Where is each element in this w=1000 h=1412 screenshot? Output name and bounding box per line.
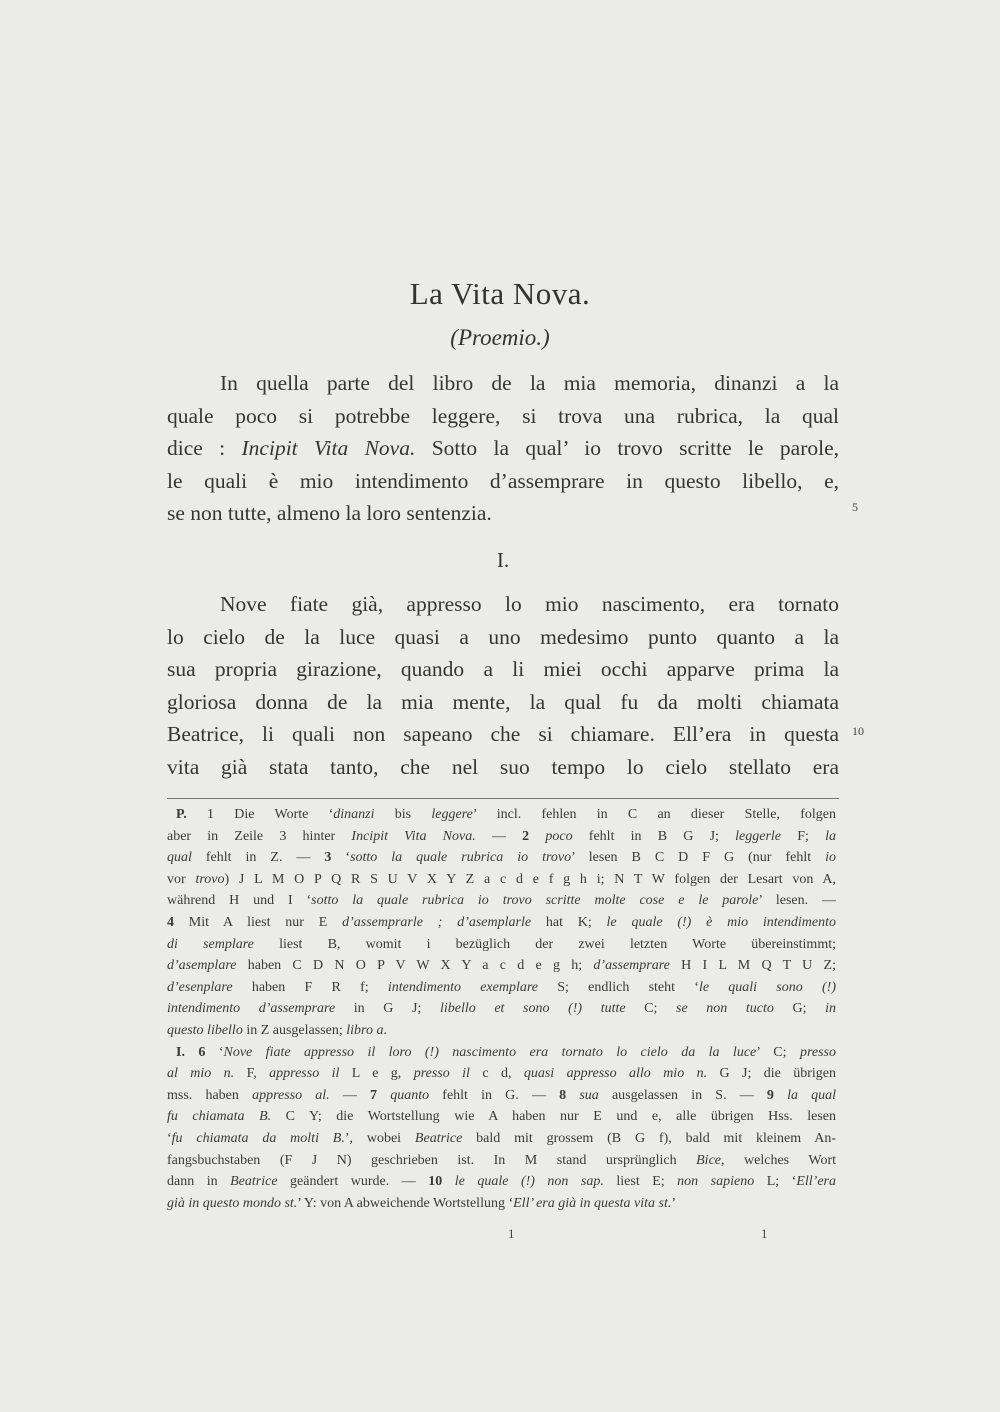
italic-text: la	[825, 828, 837, 844]
italic-text: d’asemplare	[167, 958, 237, 974]
text-segment: dann in	[167, 1174, 231, 1190]
italic-text: sua	[579, 1087, 599, 1103]
italic-text: libro	[346, 1023, 373, 1038]
text-segment: , welches Wort	[721, 1152, 837, 1168]
text-segment: c d,	[469, 1066, 524, 1082]
text-segment: ’ C;	[756, 1044, 800, 1060]
italic-text: al mio n.	[167, 1066, 235, 1082]
italic-text: intendimento d’assemprare	[167, 1001, 336, 1017]
text-segment: ‘	[205, 1044, 224, 1060]
text-segment: quale poco si potrebbe leggere, si trova una rubrica, la qual	[167, 403, 839, 428]
text-segment: In quella parte del libro de la mia memoria, dinanzi a la	[220, 371, 839, 395]
footnote-line	[167, 1063, 836, 1085]
footnote-line	[167, 912, 836, 934]
italic-text: a	[376, 1023, 384, 1038]
italic-text: quasi appresso allo mio n.	[523, 1066, 708, 1082]
text-segment: ’	[671, 1195, 677, 1211]
footnote-line	[167, 934, 836, 956]
bold-text: 7	[370, 1087, 378, 1103]
text-segment: F;	[781, 828, 826, 844]
text-segment: G;	[773, 1001, 826, 1017]
italic-text: Incipit Vita Nova.	[241, 436, 416, 460]
text-segment: H I L M Q T U Z;	[669, 958, 836, 974]
text-segment: ) J L M O P Q R S U V X Y Z a c d e f g h i; N T W folgen der Lesart von A,	[224, 871, 836, 887]
margin-line-number: 5	[852, 500, 858, 514]
text-segment: geändert wurde. —	[277, 1174, 429, 1190]
italic-text: Bice	[696, 1152, 721, 1168]
page-subtitle: (Proemio.)	[450, 325, 550, 350]
text-line	[167, 686, 839, 718]
footnote-line	[167, 977, 836, 999]
italic-text: presso	[799, 1044, 836, 1060]
text-line	[167, 465, 839, 497]
text-segment	[377, 1088, 390, 1103]
text-segment: dice :	[167, 436, 242, 460]
text-segment: liest B, womit i bezüglich der zwei letzten Worte übereinstimmt;	[253, 936, 836, 952]
text-segment: liest E;	[603, 1174, 678, 1190]
italic-text: d’esenplare	[167, 979, 233, 995]
text-segment: in G J;	[335, 1001, 440, 1017]
footnote-line	[176, 804, 836, 826]
text-segment: F,	[234, 1066, 270, 1082]
text-segment: vor	[167, 871, 196, 887]
text-line	[167, 751, 839, 783]
bold-text: 10	[428, 1174, 443, 1190]
text-segment: ’ lesen. —	[758, 893, 836, 909]
text-line	[167, 400, 839, 432]
page-title: La Vita Nova.	[409, 276, 591, 311]
footnote-line	[167, 1193, 836, 1215]
italic-text: sotto la quale rubrica io trovo	[350, 850, 572, 866]
text-segment: ‘	[167, 1131, 172, 1146]
text-segment: Sotto la qual’ io trovo scritte le parole,	[415, 436, 839, 460]
text-segment: ’ incl. fehlen in C an dieser Stelle, folgen	[472, 807, 836, 822]
italic-text: non sapieno	[677, 1174, 755, 1190]
text-segment: bis	[374, 807, 432, 822]
text-segment: .	[383, 1023, 387, 1038]
text-segment: haben C D N O P V W X Y a c d e g h;	[236, 958, 594, 974]
text-segment: haben F R f;	[232, 979, 388, 995]
footnote-line	[167, 1106, 836, 1128]
text-line	[167, 497, 839, 529]
text-segment: lo cielo de la luce quasi a uno medesimo punto quanto a la	[167, 624, 839, 649]
italic-text: leggerle	[735, 828, 782, 844]
footnote-line	[167, 1085, 836, 1107]
text-segment: S; endlich steht ‘	[538, 979, 699, 995]
text-segment	[442, 1174, 455, 1189]
text-segment: C;	[625, 1001, 677, 1017]
text-segment: ’, wobei	[344, 1131, 415, 1146]
italic-text: in	[825, 1001, 837, 1017]
text-line	[167, 718, 839, 750]
bold-text: I.	[176, 1044, 185, 1060]
text-segment: fehlt in B G J;	[572, 828, 736, 844]
italic-text: Nove fiate appresso il loro (!) nascimento era tornato lo cielo da la luce	[223, 1044, 757, 1060]
text-segment: G J; die übrigen	[707, 1066, 836, 1082]
text-segment: fehlt in Z. —	[191, 850, 325, 866]
bold-text: 3	[324, 850, 332, 866]
text-segment	[185, 1045, 198, 1060]
italic-text: fu chiamata B.	[167, 1109, 272, 1125]
text-segment: Beatrice, li quali non sapeano che si chiamare. Ell’era in questa	[167, 722, 839, 746]
italic-text: dinanzi	[333, 807, 375, 822]
italic-text: la qual	[787, 1087, 837, 1103]
text-line	[220, 588, 839, 620]
italic-text: le quale (!) è mio intendimento	[606, 915, 836, 930]
bold-text: 8	[559, 1087, 567, 1103]
italic-text: Beatrice	[230, 1174, 278, 1190]
text-segment: le quali è mio intendimento d’assemprare in questo libello, e,	[167, 468, 839, 493]
text-segment: L; ‘	[754, 1174, 797, 1190]
italic-text: leggere	[431, 807, 473, 822]
italic-text: appresso il	[269, 1066, 340, 1082]
italic-text: Ell’ era già in questa vita st.	[513, 1195, 672, 1211]
footnote-line	[167, 1150, 836, 1172]
text-segment: während H und I ‘	[167, 893, 312, 909]
footnote-rule	[167, 798, 839, 799]
text-segment: ‘	[331, 850, 351, 866]
italic-text: io	[825, 850, 836, 866]
text-segment	[529, 829, 545, 844]
text-segment: L e g,	[339, 1066, 414, 1082]
italic-text: poco	[545, 828, 573, 844]
text-segment: fangsbuchstaben (F J N) geschrieben ist. In M stand ursprünglich	[167, 1152, 697, 1168]
footnote-line	[167, 826, 836, 848]
footnote-line	[167, 869, 836, 891]
footnote-line	[176, 1042, 836, 1064]
italic-text: qual	[167, 850, 192, 866]
bold-text: 6	[198, 1044, 206, 1060]
margin-line-number: 10	[852, 724, 864, 738]
text-segment: ausgelassen in S. —	[598, 1087, 767, 1103]
italic-text: se non tucto	[676, 1001, 774, 1017]
italic-text: appresso al.	[252, 1087, 330, 1103]
italic-text: fu chiamata da molti B.	[171, 1131, 345, 1146]
italic-text: Incipit Vita Nova.	[351, 828, 476, 844]
footnote-line	[167, 955, 836, 977]
italic-text: intendimento exemplare	[387, 979, 538, 995]
text-segment: in Z ausgelassen;	[242, 1023, 347, 1038]
text-segment: —	[329, 1087, 371, 1103]
italic-text: trovo	[195, 871, 225, 887]
footnote-line	[167, 1020, 836, 1042]
italic-text: già in questo mondo st.	[167, 1195, 298, 1211]
italic-text: questo libello	[167, 1023, 243, 1038]
italic-text: Ell’era	[796, 1174, 836, 1190]
footnote-line	[167, 890, 836, 912]
bold-text: P.	[176, 807, 187, 822]
text-segment: bald mit grossem (B G f), bald mit kleinem An-	[462, 1131, 836, 1146]
text-segment: mss. haben	[167, 1087, 253, 1103]
text-segment: gloriosa donna de la mia mente, la qual fu da molti chiamata	[167, 689, 839, 714]
italic-text: presso il	[413, 1066, 470, 1082]
bold-text: 2	[522, 828, 530, 844]
italic-text: le quale (!) non sap.	[454, 1174, 604, 1190]
italic-text: di semplare	[167, 936, 254, 952]
text-segment: 1 Die Worte ‘	[186, 807, 334, 822]
italic-text: le quali sono (!)	[698, 979, 836, 995]
section-number: I.	[496, 548, 510, 572]
text-segment	[566, 1088, 579, 1103]
footnote-line	[167, 1128, 836, 1150]
text-segment: sua propria girazione, quando a li miei occhi apparve prima la	[167, 657, 839, 681]
text-segment: ’ Y: von A abweichende Wortstellung ‘	[297, 1195, 514, 1211]
text-segment	[774, 1088, 787, 1103]
text-segment: fehlt in G. —	[429, 1087, 560, 1103]
text-line	[167, 621, 839, 653]
text-segment: Nove fiate già, appresso lo mio nascimento, era tornato	[220, 592, 839, 616]
italic-text: Beatrice	[414, 1131, 463, 1146]
bold-text: 9	[766, 1087, 774, 1103]
text-line	[220, 367, 839, 399]
italic-text: quanto	[390, 1087, 430, 1103]
footnote-line	[167, 847, 836, 869]
italic-text: d’assemprare	[593, 958, 670, 974]
italic-text: libello et sono (!) tutte	[439, 1001, 626, 1017]
footnote-line	[167, 998, 836, 1020]
text-segment: Mit A liest nur E	[174, 915, 343, 930]
bold-text: 4	[167, 915, 174, 930]
footnote-line	[167, 1171, 836, 1193]
italic-text: sotto la quale rubrica io trovo scritte molte cose e le parole	[311, 893, 759, 909]
text-segment: vita già stata tanto, che nel suo tempo lo cielo stellato era	[167, 754, 839, 779]
text-segment: se non tutte, almeno la loro sentenzia.	[167, 501, 492, 525]
text-segment: C Y; die Wortstellung wie A haben nur E und e, alle übrigen Hss. lesen	[271, 1109, 837, 1125]
folio-number: 1	[761, 1226, 768, 1241]
text-line	[167, 432, 839, 464]
text-segment: hat K;	[531, 915, 607, 930]
italic-text: d’assemprarle ; d’asemplarle	[342, 915, 532, 930]
text-segment: ’ lesen B C D F G (nur fehlt	[571, 850, 826, 866]
text-line	[167, 653, 839, 685]
text-segment: aber in Zeile 3 hinter	[167, 828, 352, 844]
text-segment: —	[475, 828, 523, 844]
folio-number: 1	[508, 1226, 515, 1241]
